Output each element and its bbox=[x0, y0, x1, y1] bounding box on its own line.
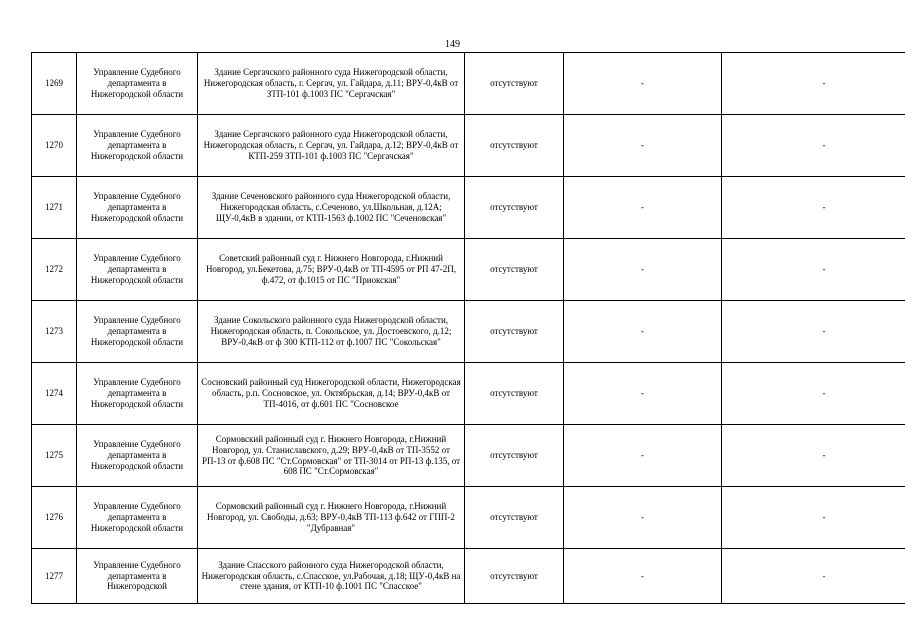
row-number-cell-text: 1273 bbox=[45, 326, 63, 337]
status-cell-text: отсутствуют bbox=[490, 264, 538, 275]
object-address-cell bbox=[198, 115, 465, 177]
organization-cell-text: Управление Судебного департамента в Нижегородской области bbox=[90, 191, 184, 223]
object-address-cell-text: Сормовский районный суд г. Нижнего Новгорода, г.Нижний Новгород, ул. Свободы, д.63; ВРУ-0,4кВ ТП-113 ф.642 от ГПП-2 "Дубравная" bbox=[207, 501, 455, 533]
organization-cell bbox=[77, 301, 198, 363]
table-row bbox=[32, 177, 905, 239]
status-cell bbox=[465, 363, 564, 425]
value-cell-a bbox=[564, 487, 722, 549]
value-cell-b bbox=[722, 549, 905, 604]
value-cell-b bbox=[722, 115, 905, 177]
organization-cell-text: Управление Судебного департамента в Нижегородской области bbox=[90, 315, 184, 347]
value-cell-b bbox=[722, 301, 905, 363]
object-address-cell bbox=[198, 363, 465, 425]
object-address-cell bbox=[198, 487, 465, 549]
organization-cell-text: Управление Судебного департамента в Нижегородской области bbox=[90, 253, 184, 285]
value-cell-a bbox=[564, 301, 722, 363]
row-number-cell bbox=[32, 363, 77, 425]
status-cell bbox=[465, 53, 564, 115]
row-number-cell-text: 1277 bbox=[45, 570, 63, 581]
row-number-cell-text: 1271 bbox=[45, 202, 63, 213]
object-address-cell bbox=[198, 53, 465, 115]
object-address-cell bbox=[198, 549, 465, 604]
row-number-cell-text: 1269 bbox=[45, 78, 63, 89]
value-cell-a-text: - bbox=[641, 140, 644, 151]
value-cell-a-text: - bbox=[641, 264, 644, 275]
object-address-cell-text: Сосновский районный суд Нижегородской области, Нижегородская область, р.п. Сосновское, ул. Октябрьская, д.14; ВРУ-0,4кВ от ТП-4016, от ф.601 ПС "Сосновское bbox=[201, 377, 461, 409]
object-address-cell-text: Здание Сергачского районного суда Нижегородской области, Нижегородская область, г. Сергач, ул. Гайдара, д.11; ВРУ-0,4кВ от ЗТП-101 ф.1003 ПС "Сергачская" bbox=[203, 67, 459, 99]
table-row bbox=[32, 425, 905, 487]
value-cell-a bbox=[564, 425, 722, 487]
row-number-cell-text: 1275 bbox=[45, 450, 63, 461]
value-cell-b bbox=[722, 487, 905, 549]
row-number-cell bbox=[32, 115, 77, 177]
row-number-cell bbox=[32, 425, 77, 487]
table-row bbox=[32, 115, 905, 177]
organization-cell bbox=[77, 53, 198, 115]
value-cell-a bbox=[564, 53, 722, 115]
value-cell-a-text: - bbox=[641, 388, 644, 399]
row-number-cell bbox=[32, 53, 77, 115]
row-number-cell-text: 1276 bbox=[45, 512, 63, 523]
value-cell-b bbox=[722, 177, 905, 239]
value-cell-b bbox=[722, 239, 905, 301]
value-cell-a-text: - bbox=[641, 512, 644, 523]
object-address-cell-text: Здание Сергачского районного суда Нижегородской области, Нижегородская область, г. Сергач, ул. Гайдара, д.12; ВРУ-0,4кВ от КТП-259 ЗТП-101 ф.1003 ПС "Сергачская" bbox=[203, 129, 459, 161]
table-row bbox=[32, 363, 905, 425]
organization-cell bbox=[77, 177, 198, 239]
row-number-cell bbox=[32, 549, 77, 604]
status-cell bbox=[465, 425, 564, 487]
value-cell-b bbox=[722, 425, 905, 487]
value-cell-a bbox=[564, 177, 722, 239]
registry-table-body bbox=[32, 53, 905, 604]
value-cell-a bbox=[564, 239, 722, 301]
organization-cell-text: Управление Судебного департамента в Нижегородской области bbox=[90, 67, 184, 99]
organization-cell bbox=[77, 487, 198, 549]
row-number-cell-text: 1274 bbox=[45, 388, 63, 399]
status-cell bbox=[465, 115, 564, 177]
organization-cell bbox=[77, 239, 198, 301]
value-cell-a bbox=[564, 549, 722, 604]
value-cell-a bbox=[564, 115, 722, 177]
table-row bbox=[32, 487, 905, 549]
registry-table bbox=[31, 52, 905, 604]
object-address-cell bbox=[198, 239, 465, 301]
value-cell-b-text: - bbox=[822, 512, 826, 523]
status-cell-text: отсутствуют bbox=[490, 326, 538, 337]
value-cell-b bbox=[722, 53, 905, 115]
row-number-cell-text: 1272 bbox=[45, 264, 63, 275]
object-address-cell-text: Сормовский районный суд г. Нижнего Новгорода, г.Нижний Новгород, ул. Станиславского, д.29; ВРУ-0,4кВ от ТП-3552 от РП-13 от ф.608 ПС "Ст.Сормовская" от ТП-3014 от РП-13 ф.135, от 608 ПС "Ст.Сормовская" bbox=[201, 433, 461, 477]
status-cell-text: отсутствуют bbox=[490, 512, 538, 523]
table-row bbox=[32, 53, 905, 115]
organization-cell bbox=[77, 363, 198, 425]
row-number-cell bbox=[32, 177, 77, 239]
status-cell bbox=[465, 487, 564, 549]
status-cell bbox=[465, 177, 564, 239]
status-cell bbox=[465, 549, 564, 604]
status-cell-text: отсутствуют bbox=[490, 450, 538, 461]
page-number: 149 bbox=[445, 39, 460, 50]
organization-cell-text: Управление Судебного департамента в Нижегородской области bbox=[90, 129, 184, 161]
value-cell-b-text: - bbox=[822, 570, 826, 581]
table-row bbox=[32, 301, 905, 363]
value-cell-b bbox=[722, 363, 905, 425]
object-address-cell-text: Советский районный суд г. Нижнего Новгорода, г.Нижний Новгород, ул.Бекетова, д.75; ВРУ-0,4кВ от ТП-4595 от РП 47-2П, ф.472, от ф.1015 от ПС "Приокская" bbox=[205, 253, 457, 285]
value-cell-a-text: - bbox=[641, 570, 644, 581]
organization-cell bbox=[77, 425, 198, 487]
value-cell-a-text: - bbox=[641, 202, 644, 213]
status-cell bbox=[465, 239, 564, 301]
status-cell-text: отсутствуют bbox=[490, 202, 538, 213]
status-cell bbox=[465, 301, 564, 363]
status-cell-text: отсутствуют bbox=[490, 570, 538, 581]
table-row bbox=[32, 239, 905, 301]
status-cell-text: отсутствуют bbox=[490, 388, 538, 399]
organization-cell bbox=[77, 115, 198, 177]
value-cell-a bbox=[564, 363, 722, 425]
value-cell-a-text: - bbox=[641, 450, 644, 461]
row-number-cell bbox=[32, 239, 77, 301]
value-cell-b-text: - bbox=[822, 140, 826, 151]
object-address-cell bbox=[198, 301, 465, 363]
object-address-cell-text: Здание Спасского районного суда Нижегородской области, Нижегородская область, с.Спасское, ул.Рабочая, д.18; ЩУ-0,4кВ на стене здания, от КТП-10 ф.1001 ПС "Спасское" bbox=[201, 559, 461, 592]
organization-cell-text: Управление Судебного департамента в Нижегородской области bbox=[90, 377, 184, 409]
value-cell-a-text: - bbox=[641, 78, 644, 89]
status-cell-text: отсутствуют bbox=[490, 78, 538, 89]
row-number-cell-text: 1270 bbox=[45, 140, 63, 151]
organization-cell bbox=[77, 549, 198, 604]
organization-cell-text: Управление Судебного департамента в Нижегородской области bbox=[90, 439, 184, 471]
object-address-cell-text: Здание Сеченовского районного суда Нижегородской области, Нижегородская область, с.Сеченово, ул.Школьная, д.12А; ЩУ-0,4кВ в здании, от КТП-1563 ф.1002 ПС "Сеченовская" bbox=[211, 191, 451, 223]
value-cell-b-text: - bbox=[822, 78, 826, 89]
row-number-cell bbox=[32, 487, 77, 549]
value-cell-b-text: - bbox=[822, 388, 826, 399]
object-address-cell bbox=[198, 425, 465, 487]
value-cell-b-text: - bbox=[822, 264, 826, 275]
table-row bbox=[32, 549, 905, 604]
row-number-cell bbox=[32, 301, 77, 363]
value-cell-b-text: - bbox=[822, 326, 826, 337]
value-cell-b-text: - bbox=[822, 450, 826, 461]
organization-cell-text: Управление Судебного департамента в Нижегородской области bbox=[90, 501, 184, 533]
value-cell-b-text: - bbox=[822, 202, 826, 213]
organization-cell-text: Управление Судебного департамента в Нижегородской bbox=[93, 559, 181, 592]
object-address-cell-text: Здание Сокольского районного суда Нижегородской области, Нижегородская область, п. Сокольское, ул. Достоевского, д.12; ВРУ-0,4кВ от ф 300 КТП-112 от ф.1007 ПС "Сокольская" bbox=[210, 315, 452, 347]
status-cell-text: отсутствуют bbox=[490, 140, 538, 151]
value-cell-a-text: - bbox=[641, 326, 644, 337]
object-address-cell bbox=[198, 177, 465, 239]
